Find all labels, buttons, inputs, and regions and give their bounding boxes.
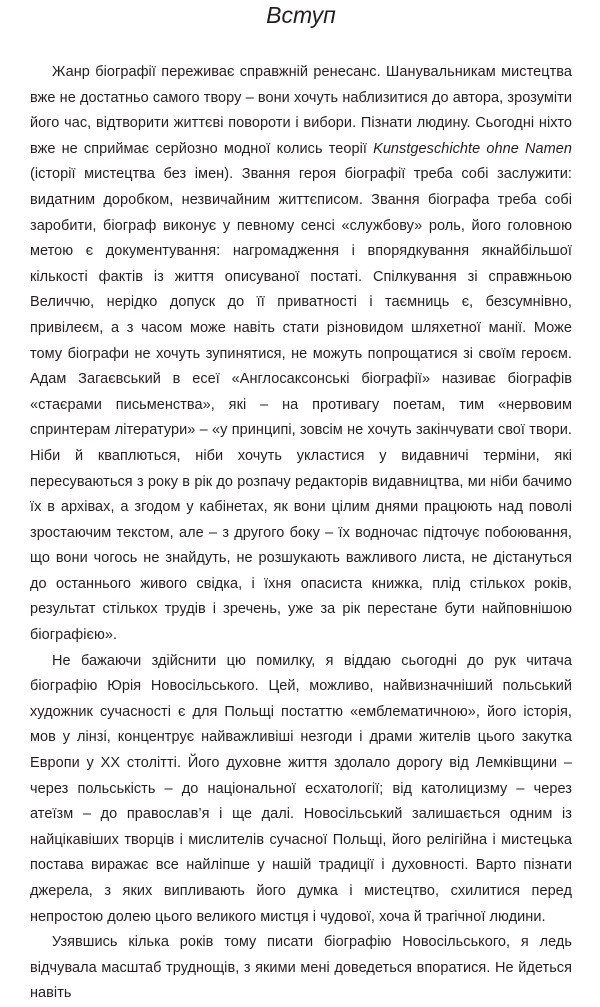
paragraph-2 xyxy=(30,649,572,931)
paragraph-1 xyxy=(30,60,572,649)
document-body xyxy=(30,60,572,1007)
page-title: Вступ xyxy=(266,2,336,28)
paragraph-3 xyxy=(30,930,572,1007)
paragraph-2-text: Не бажаючи здійснити цю помилку, я віддаю сьогодні до рук читача біографію Юрія Новосільського. Цей, можливо, найвизначніший польський художник сучасності є для Польщі постаттю «емблематичною», його історія, мов у лінзі, концентрує найважливіші незгоди і драми жителів цього закутка Европи у ХХ столітті. Його духовне життя здолало дорогу від Лемківщини – через польськість – до національної есхатології; від католицизму – через атеїзм – до православ’я і ще далі. Новосільський залишається одним із найцікавіших творців і мислителів сучасної Польщі, його релігійна і мистецька постава виражає все найліпше у нашій традиції і духовності. Варто пізнати джерела, з яких випливають його думка і мистецтво, схилитися перед непростою долею цього великого мистця і чудової, хоча й трагічної людини. xyxy=(30,652,572,925)
paragraph-3-text: Узявшись кілька років тому писати біографію Новосільського, я ледь відчувала масштаб труднощів, з якими мені доведеться впоратися. Не йдеться навіть xyxy=(30,934,572,1002)
document-page xyxy=(30,0,572,1007)
paragraph-1-text-a: Жанр біографії переживає справжній ренесанс. Шанувальникам мистецтва вже не достатньо самого твору – вони хочуть наблизитися до автора, зрозуміти його час, відтворити життєві повороти і вибори. Пізнати людину. Сьогодні ніхто вже не сприймає серйозно модної колись теорії xyxy=(30,64,572,157)
paragraph-1-italic-term: Kunstgeschichte ohne Namen xyxy=(373,140,572,157)
paragraph-1-text-b: (історії мистецтва без імен). Звання героя біографії треба собі заслужити: видатним доробком, незвичайним життєписом. Звання біографа треба собі заробити, біограф виконує у певному сенсі «службову» роль, його головною метою є документування: нагромадження і впорядкування якнайбільшої кількості фактів із життя описуваної постаті. Спілкування зі справжньою Величчю, нерідко допуск до її приватності і таємниць є, безсумнівно, привілеєм, а з часом може навіть стати різновидом шляхетної манії. Може тому біографи не хочуть зупинятися, не можуть попрощатися зі своїм героєм. Адам Загаєвський в есеї «Англосаксонські біографії» називає біографів «стаєрами письменства», які – на противагу поетам, тим «нервовим спринтерам літератури» – «у принципі, зовсім не хочуть закінчувати свої твори. Ніби й кваплються, ніби хочуть укластися у видавничі терміни, які пересуваються з року в рік до розпачу редакторів видавництва, ми ніби бачимо їх в архівах, а згодом у кабінетах, як вони цілим днями працюють над поволі зростаючим текстом, але – з другого боку – їх водночас підточує побоювання, що вони чогось не знайдуть, не розшукають важливого листа, не дістануться до останнього живого свідка, і їхня опасиста книжка, плід стількох років, результат стількох трудів і зречень, уже за рік перестане бути найповнішою біографією». xyxy=(30,166,572,644)
